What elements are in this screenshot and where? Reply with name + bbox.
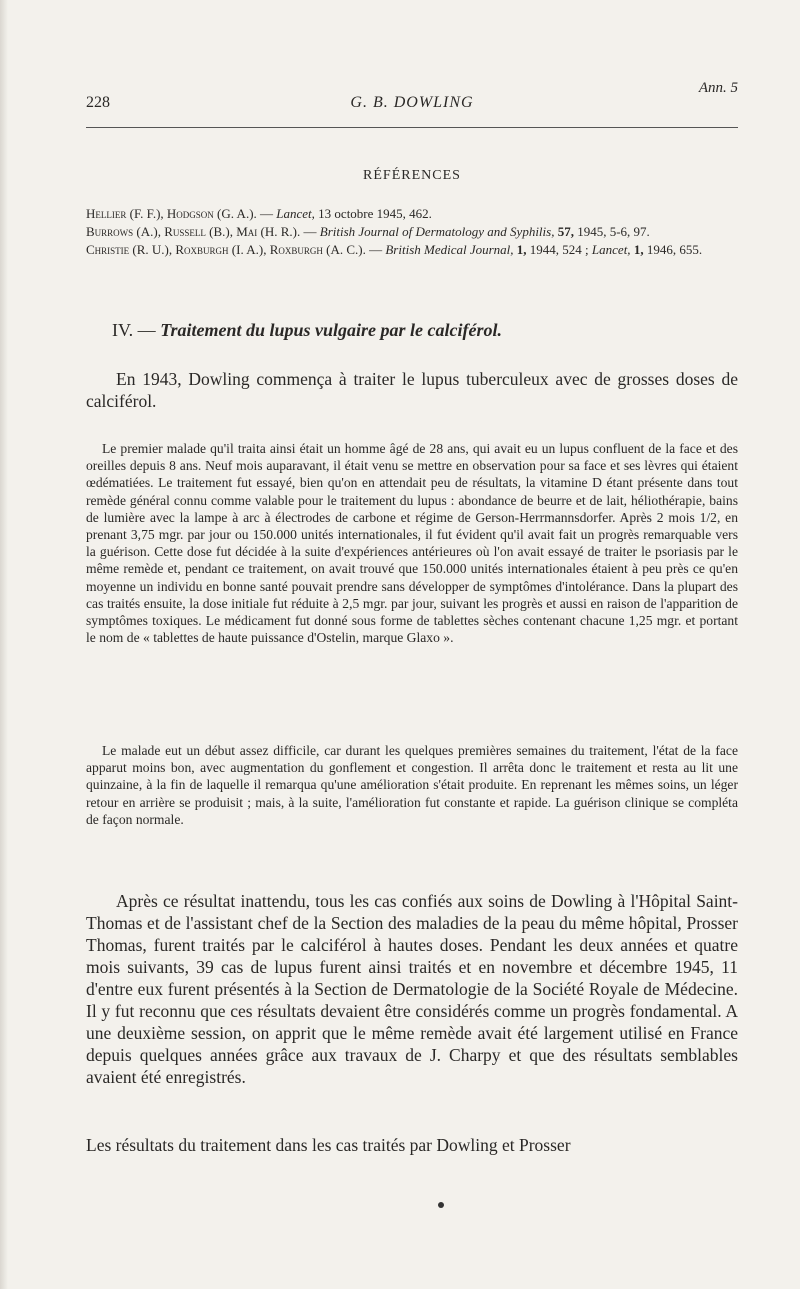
- reference-separator: —: [300, 224, 320, 239]
- page-number: 228: [86, 94, 110, 111]
- paragraph-results: Après ce résultat inattendu, tous les cas confiés aux soins de Dowling à l'Hôpital Saint-Thomas et de l'assistant chef de la Section des maladies de la peau du même hôpital, Prosser Thomas, furent traités par le calciférol à hautes doses. Pendant les deux années et quatre mois suivants, 39 cas de lupus furent ainsi traités et en novembre et décembre 1945, 11 d'entre eux furent présentés à la Section de Dermatologie de la Société Royale de Médecine. Il y fut reconnu que ces résultats devaient être considérés comme un progrès fondamental. A une deuxième session, on apprit que le même remède avait été largement utilisé en France depuis quelques années grâce aux travaux de J. Charpy et que des résultats semblables avaient été enregistrés.: [86, 891, 738, 1087]
- section-number: IV. —: [112, 320, 161, 340]
- reference-volume: 57,: [554, 224, 574, 239]
- reference-item: [86, 242, 738, 258]
- reference-item: [86, 206, 738, 222]
- reference-item: [86, 224, 738, 240]
- paragraph-case-course: Le malade eut un début assez difficile, car durant les quelques premières semaines du traitement, l'état de la face apparut moins bon, avec augmentation du gonflement et congestion. Il arrêta donc le traitement et resta au lit une quinzaine, à la fin de laquelle il remarqua qu'une amélioration s'était produite. En reprenant les mêmes soins, un léger retour en arrière se produisit ; mais, à la suite, l'amélioration fut constante et rapide. La guérison clinique se compléta de façon normale.: [86, 743, 738, 827]
- running-header: [86, 94, 738, 122]
- reference-volume-2: 1,: [630, 242, 644, 257]
- reference-details: 1945, 5-6, 97.: [573, 224, 650, 239]
- page-edge-shadow: [0, 0, 8, 1289]
- ink-speck: [438, 1202, 444, 1208]
- reference-separator: —: [256, 206, 277, 221]
- header-rule: [86, 127, 738, 128]
- references-list: [86, 206, 738, 260]
- reference-details: 1944, 524 ;: [526, 242, 592, 257]
- reference-journal: British Journal of Dermatology and Syphilis,: [319, 224, 555, 239]
- reference-separator: —: [365, 242, 386, 257]
- reference-details: 13 octobre 1945, 462.: [314, 206, 432, 221]
- reference-journal-2: Lancet,: [591, 242, 631, 257]
- reference-authors: Christie (R. U.), Roxburgh (I. A.), Roxburgh (A. C.).: [86, 242, 366, 257]
- running-head-author: G. B. DOWLING: [350, 94, 474, 111]
- section-heading: [86, 320, 738, 341]
- margin-annotation: Ann. 5: [698, 80, 738, 96]
- reference-authors: Hellier (F. F.), Hodgson (G. A.).: [86, 206, 257, 221]
- paragraph-continuation: Les résultats du traitement dans les cas traités par Dowling et Prosser: [86, 1135, 571, 1155]
- paragraph-intro: En 1943, Dowling commença à traiter le lupus tuberculeux avec de grosses doses de calciférol.: [86, 369, 738, 411]
- section-title-text: Traitement du lupus vulgaire par le calciférol.: [160, 320, 503, 340]
- reference-details-2: 1946, 655.: [643, 242, 703, 257]
- reference-journal: Lancet,: [276, 206, 315, 221]
- reference-authors: Burrows (A.), Russell (B.), Mai (H. R.).: [86, 224, 301, 239]
- reference-journal: British Medical Journal,: [385, 242, 514, 257]
- reference-volume: 1,: [513, 242, 527, 257]
- paragraph-case-description: Le premier malade qu'il traita ainsi était un homme âgé de 28 ans, qui avait eu un lupus confluent de la face et des oreilles depuis 8 ans. Neuf mois auparavant, il était venu se mettre en observation pour sa face et ses lèvres qui étaient œdématiées. Le traitement fut essayé, bien qu'on en attendait peu de résultats, la vitamine D étant présente dans tout remède général connu comme valable pour le traitement du lupus : abondance de beurre et de lait, héliothérapie, bains de lumière avec la lampe à arc à électrodes de carbone et régime de Gerson-Herrmannsdorfer. Après 2 mois 1/2, en prenant 3,75 mgr. par jour ou 150.000 unités internationales, il fut évident qu'il avait fait un progrès remarquable vers la guérison. Cette dose fut décidée à la suite d'expériences antérieures où l'on avait essayé de traiter le psoriasis par le même remède et, pendant ce traitement, on avait trouvé que 150.000 unités internationales étaient à peu près ce qu'en moyenne un individu en bonne santé pouvait prendre sans développer de symptômes d'intolérance. Dans la plupart des cas traités ensuite, la dose initiale fut réduite à 2,5 mgr. par jour, suivant les progrès et aussi en raison de l'apparition de symptômes toxiques. Le médicament fut donné sous forme de tablettes sèches contenant chacune 1,25 mgr. et portant le nom de « tablettes de haute puissance d'Ostelin, marque Glaxo ».: [86, 441, 738, 646]
- references-title: RÉFÉRENCES: [363, 168, 461, 183]
